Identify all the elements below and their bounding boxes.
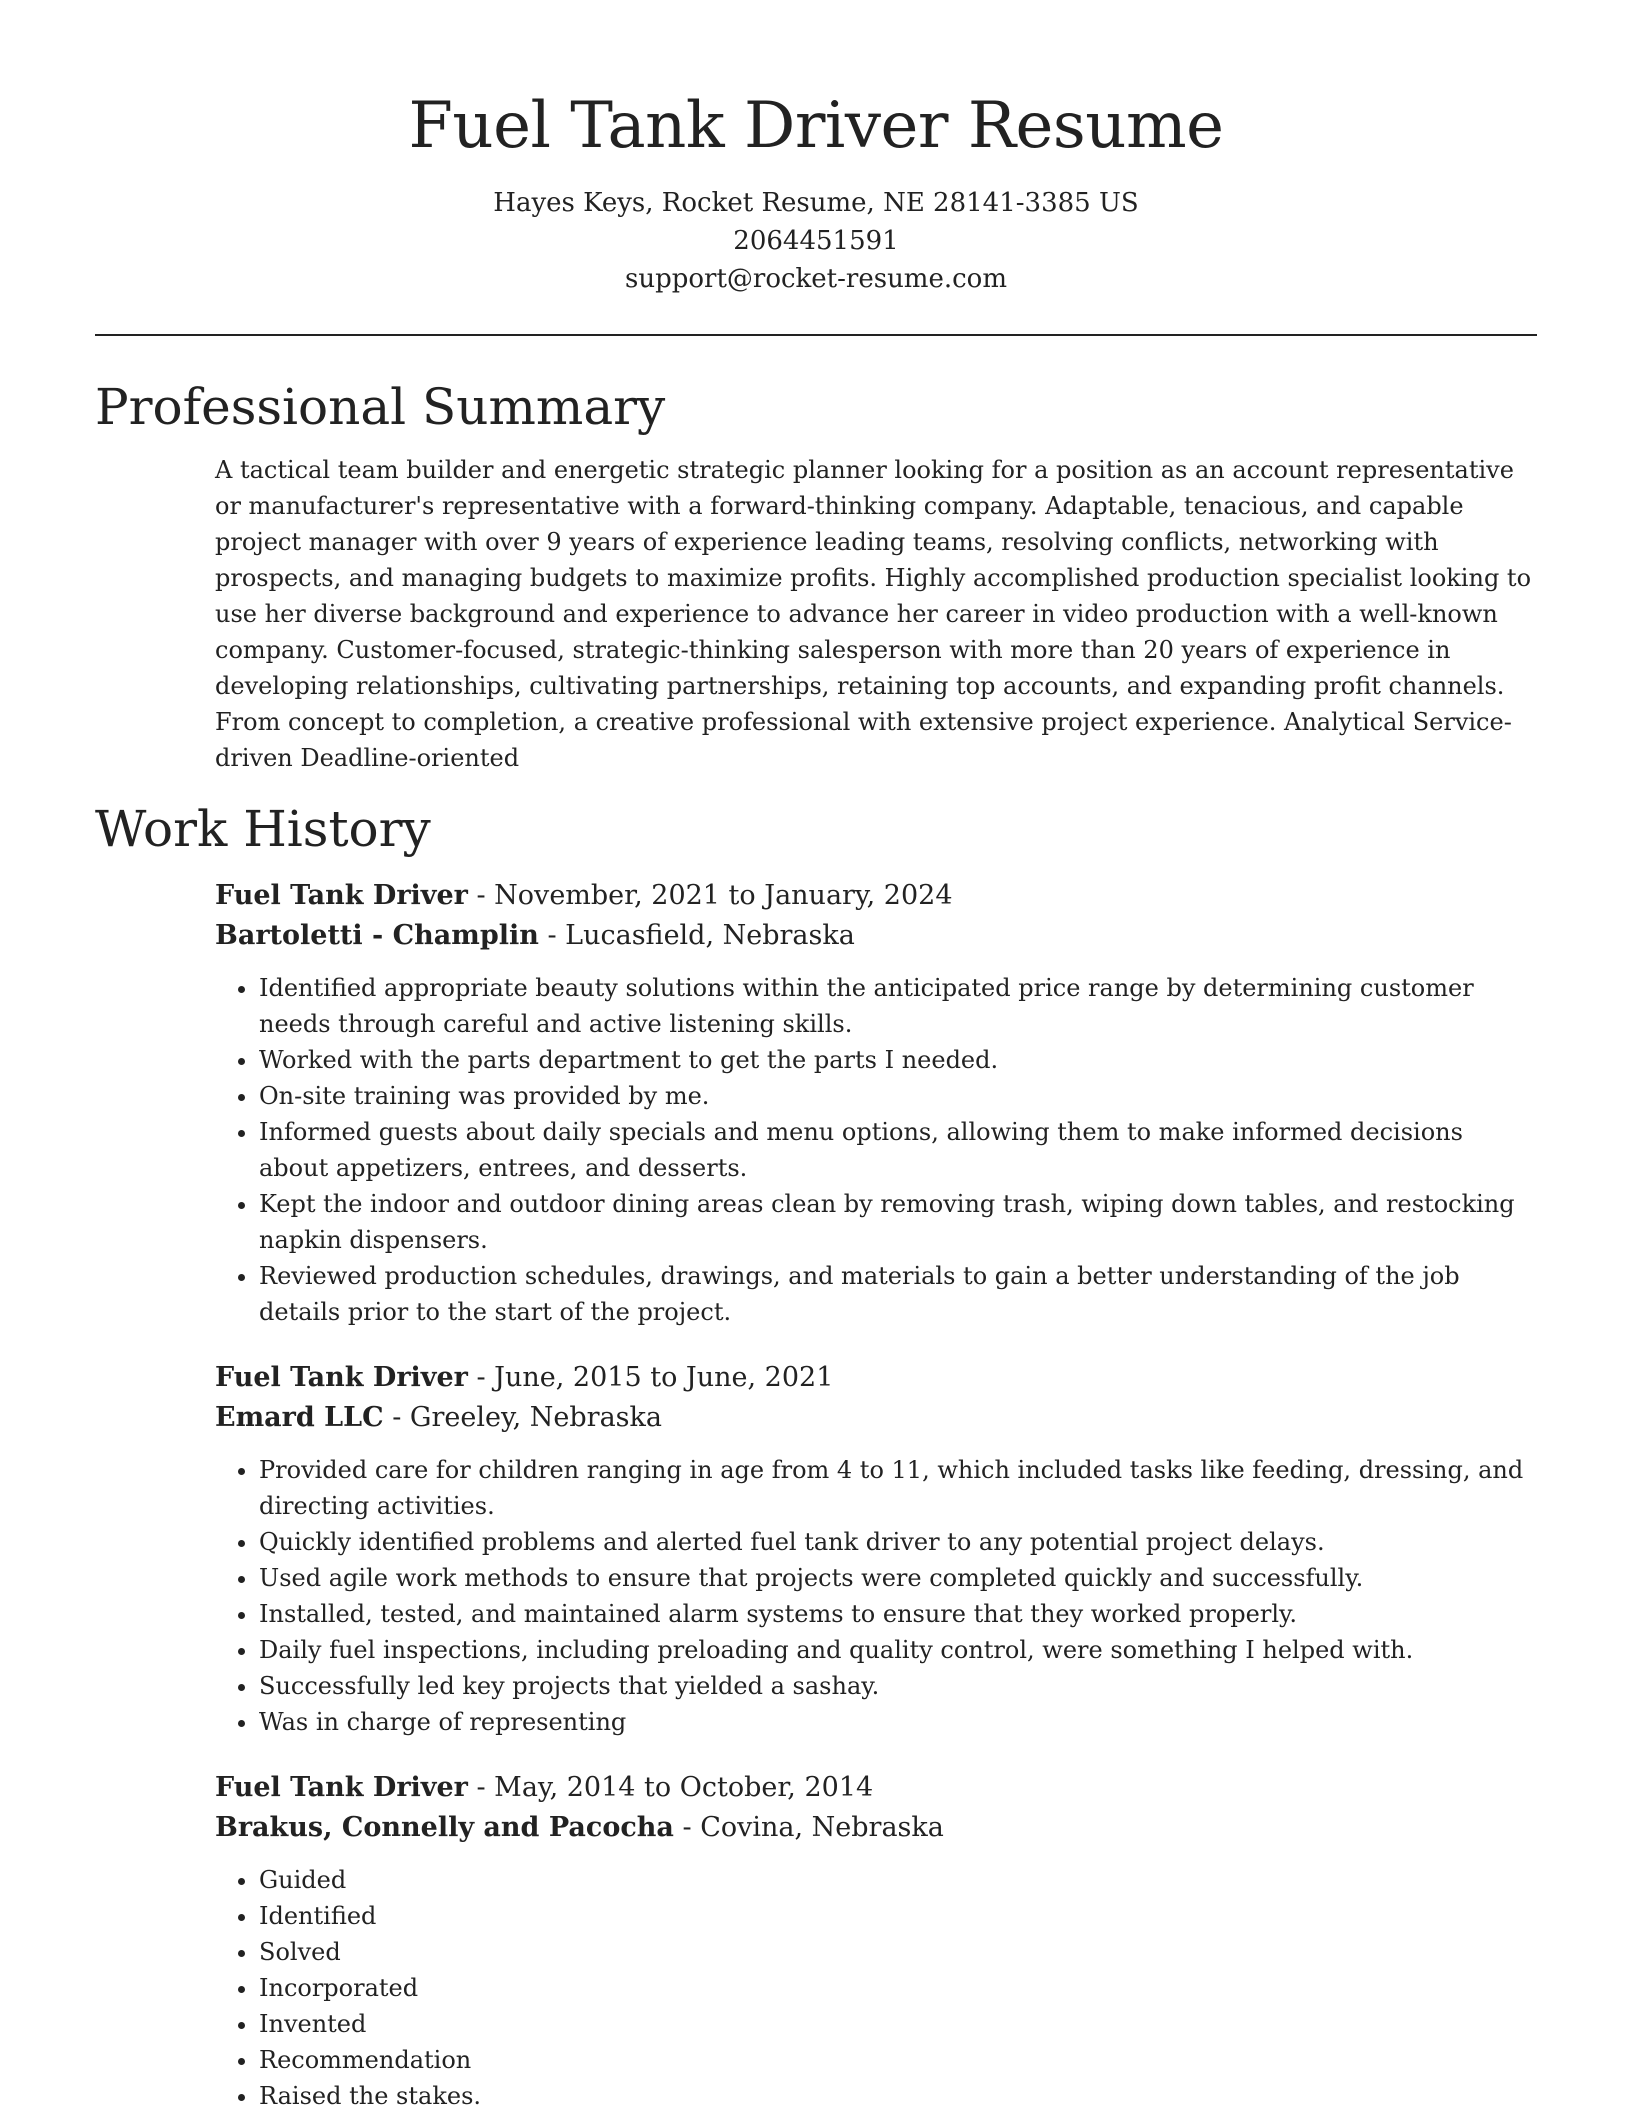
job-duties-list <box>215 970 1537 1330</box>
contact-block <box>95 184 1537 298</box>
resume-title: Fuel Tank Driver Resume <box>408 89 1224 163</box>
duty-item: • Was in charge of representing <box>259 1704 1537 1740</box>
job-entry-2 <box>215 1358 1537 1740</box>
job-company: Emard LLC <box>215 1402 384 1433</box>
job-dates: - November, 2021 to January, 2024 <box>467 880 953 911</box>
duty-item: • Worked with the parts department to get the parts I needed. <box>259 1042 1537 1078</box>
duty-item: • Solved <box>259 1934 1537 1970</box>
job-company: Bartoletti - Champlin <box>215 920 539 951</box>
duty-item: • Identified <box>259 1898 1537 1934</box>
job-location: - Greeley, Nebraska <box>383 1402 662 1433</box>
work-history-heading: Work History <box>95 800 431 858</box>
summary-text: A tactical team builder and energetic strategic planner looking for a position as an account representative or manufacturer's representative with a forward-thinking company. Adaptable, tenacious, and capable project manager with over 9 years of experience leading teams, resolving conflicts, networking with prospects, and managing budgets to maximize profits. Highly accomplished production specialist looking to use her diverse background and experience to advance her career in video production with a well-known company. Customer-focused, strategic-thinking salesperson with more than 20 years of experience in developing relationships, cultivating partnerships, retaining top accounts, and expanding profit channels. From concept to completion, a creative professional with extensive project experience. Analytical Service-driven Deadline-oriented <box>215 456 1532 772</box>
duty-item: • Used agile work methods to ensure that projects were completed quickly and successfully. <box>259 1560 1537 1596</box>
job-dates: - June, 2015 to June, 2021 <box>467 1362 834 1393</box>
job-title-line <box>215 1768 1537 1808</box>
contact-email: support@rocket-resume.com <box>624 264 1007 294</box>
duty-item: • On-site training was provided by me. <box>259 1078 1537 1114</box>
job-duties-list <box>215 1862 1537 2114</box>
job-title-line <box>215 1358 1537 1398</box>
duty-item: • Invented <box>259 2006 1537 2042</box>
duty-item: • Successfully led key projects that yielded a sashay. <box>259 1668 1537 1704</box>
contact-phone: 2064451591 <box>733 226 899 256</box>
job-title: Fuel Tank Driver <box>215 1362 468 1393</box>
duty-item: • Daily fuel inspections, including preloading and quality control, were something I helped with. <box>259 1632 1537 1668</box>
job-entry-1 <box>215 876 1537 1330</box>
job-company-line <box>215 1808 1537 1848</box>
duty-item: • Reviewed production schedules, drawings, and materials to gain a better understanding of the job details prior to the start of the project. <box>259 1258 1537 1330</box>
job-location: - Covina, Nebraska <box>673 1812 944 1843</box>
duty-item: • Incorporated <box>259 1970 1537 2006</box>
job-dates: - May, 2014 to October, 2014 <box>467 1772 874 1803</box>
job-entry-3 <box>215 1768 1537 2114</box>
duty-item: • Raised the stakes. <box>259 2078 1537 2114</box>
job-title-line <box>215 876 1537 916</box>
job-title: Fuel Tank Driver <box>215 1772 468 1803</box>
duty-item: • Identified appropriate beauty solutions within the anticipated price range by determining customer needs through careful and active listening skills. <box>259 970 1537 1042</box>
job-company: Brakus, Connelly and Pacocha <box>215 1812 674 1843</box>
header-divider <box>95 334 1537 336</box>
job-company-line <box>215 916 1537 956</box>
duty-item: • Kept the indoor and outdoor dining areas clean by removing trash, wiping down tables, and restocking napkin dispensers. <box>259 1186 1537 1258</box>
duty-item: • Guided <box>259 1862 1537 1898</box>
job-title: Fuel Tank Driver <box>215 880 468 911</box>
summary-heading: Professional Summary <box>95 378 666 436</box>
job-company-line <box>215 1398 1537 1438</box>
job-location: - Lucasfield, Nebraska <box>538 920 855 951</box>
duty-item: • Informed guests about daily specials and menu options, allowing them to make informed decisions about appetizers, entrees, and desserts. <box>259 1114 1537 1186</box>
duty-item: • Recommendation <box>259 2042 1537 2078</box>
contact-address: Hayes Keys, Rocket Resume, NE 28141-3385 US <box>493 188 1139 218</box>
job-duties-list <box>215 1452 1537 1740</box>
duty-item: • Installed, tested, and maintained alarm systems to ensure that they worked properly. <box>259 1596 1537 1632</box>
duty-item: • Provided care for children ranging in age from 4 to 11, which included tasks like feeding, dressing, and directing activities. <box>259 1452 1537 1524</box>
duty-item: • Quickly identified problems and alerted fuel tank driver to any potential project delays. <box>259 1524 1537 1560</box>
